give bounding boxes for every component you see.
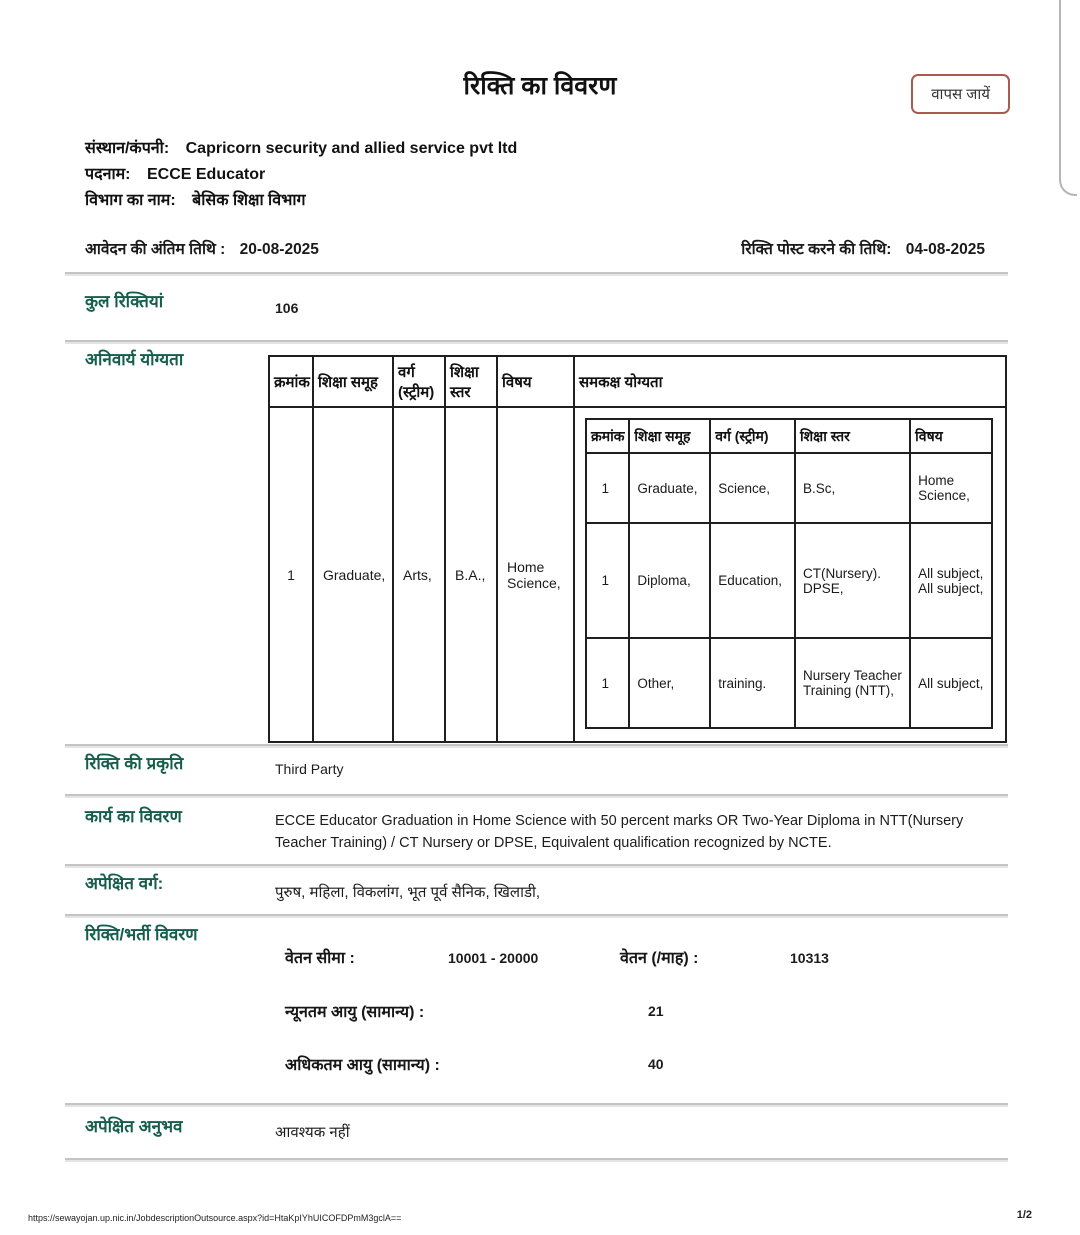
department-label: विभाग का नाम:	[85, 192, 176, 209]
mandatory-qualification-label: अनिवार्य योग्यता	[85, 350, 184, 369]
equivalent-subject: All subject,	[910, 638, 992, 728]
divider	[65, 1158, 1008, 1160]
equivalent-header-row	[586, 419, 992, 453]
equivalent-header-level: शिक्षा स्तर	[795, 419, 910, 453]
total-vacancies-label: कुल रिक्तियां	[85, 292, 164, 311]
divider	[65, 744, 1008, 746]
post-name-value: ECCE Educator	[146, 166, 266, 183]
application-last-date-value: 20-08-2025	[239, 241, 319, 258]
qualification-stream: Arts,	[393, 407, 445, 742]
equivalent-stream: Education,	[710, 523, 795, 638]
organization-info	[85, 136, 517, 214]
qualification-group: Graduate,	[313, 407, 393, 742]
salary-range-value: 10001 - 20000	[448, 950, 539, 966]
header-sno: क्रमांक	[269, 356, 313, 407]
job-description-value: ECCE Educator Graduation in Home Science with 50 percent marks OR Two-Year Diploma in NTT(Nursery Teacher Training) / CT Nursery or DPSE, Equivalent qualification recognized by NCTE.	[275, 813, 964, 851]
equivalent-header-subject: विषय	[910, 419, 992, 453]
department-row	[85, 188, 517, 214]
footer-page-number: 1/2	[1016, 1209, 1032, 1221]
page-title: रिक्ति का विवरण	[463, 72, 617, 100]
salary-per-month-value: 10313	[790, 950, 829, 966]
equivalent-qualification-table	[585, 418, 993, 729]
qualification-table-header-row	[269, 356, 1006, 407]
vacancy-nature-value: Third Party	[275, 761, 344, 777]
divider	[65, 914, 1008, 916]
back-button[interactable]: वापस जायें	[911, 74, 1010, 114]
post-name-label: पदनाम:	[85, 166, 131, 183]
equivalent-row	[586, 638, 992, 728]
application-last-date-label: आवेदन की अंतिम तिथि :	[85, 241, 226, 258]
qualification-subject: Home Science,	[497, 407, 574, 742]
divider	[65, 1103, 1008, 1105]
equivalent-group: Diploma,	[629, 523, 710, 638]
equivalent-row	[586, 453, 992, 523]
divider	[65, 864, 1008, 866]
equivalent-qualification-cell	[574, 407, 1006, 742]
equivalent-row	[586, 523, 992, 638]
equivalent-subject: Home Science,	[910, 453, 992, 523]
equivalent-level: Nursery Teacher Training (NTT),	[795, 638, 910, 728]
qualification-row	[269, 407, 1006, 742]
equivalent-group: Other,	[629, 638, 710, 728]
divider	[65, 794, 1008, 796]
equivalent-group: Graduate,	[629, 453, 710, 523]
equivalent-sno: 1	[586, 453, 629, 523]
application-last-date	[85, 237, 319, 259]
max-age-label: अधिकतम आयु (सामान्य) :	[285, 1057, 440, 1074]
organization-label: संस्थान/कंपनी:	[85, 140, 170, 157]
header-subject: विषय	[497, 356, 574, 407]
vacancy-post-date-value: 04-08-2025	[905, 241, 985, 258]
vacancy-nature-label: रिक्ति की प्रकृति	[85, 754, 184, 773]
post-name-row	[85, 162, 517, 188]
max-age-value: 40	[648, 1056, 664, 1072]
qualification-level: B.A.,	[445, 407, 497, 742]
experience-label: अपेक्षित अनुभव	[85, 1117, 183, 1136]
vacancy-post-date	[741, 237, 985, 259]
job-description-label: कार्य का विवरण	[85, 807, 182, 826]
header-stream: वर्ग (स्ट्रीम)	[393, 356, 445, 407]
equivalent-level: CT(Nursery). DPSE,	[795, 523, 910, 638]
organization-value: Capricorn security and allied service pvt ltd	[185, 140, 518, 157]
header-education-group: शिक्षा समूह	[313, 356, 393, 407]
experience-value: आवश्यक नहीं	[275, 1124, 350, 1141]
header-education-level: शिक्षा स्तर	[445, 356, 497, 407]
qualification-table	[268, 355, 1007, 743]
recruitment-details-label: रिक्ति/भर्ती विवरण	[85, 925, 198, 944]
equivalent-sno: 1	[586, 638, 629, 728]
vacancy-post-date-label: रिक्ति पोस्ट करने की तिथि:	[741, 241, 892, 258]
total-vacancies-value: 106	[275, 300, 299, 316]
qualification-sno: 1	[269, 407, 313, 742]
equivalent-stream: Science,	[710, 453, 795, 523]
equivalent-header-stream: वर्ग (स्ट्रीम)	[710, 419, 795, 453]
salary-per-month-label: वेतन (/माह) :	[620, 950, 699, 967]
salary-range-label: वेतन सीमा :	[285, 950, 355, 967]
divider	[65, 272, 1008, 274]
expected-category-value: पुरुष, महिला, विकलांग, भूत पूर्व सैनिक, खिलाडी,	[275, 884, 541, 901]
equivalent-subject: All subject, All subject,	[910, 523, 992, 638]
footer-url: https://sewayojan.up.nic.in/JobdescriptionOutsource.aspx?id=HtaKpIYhUICOFDPmM3gclA==	[28, 1213, 402, 1223]
equivalent-header-sno: क्रमांक	[586, 419, 629, 453]
equivalent-level: B.Sc,	[795, 453, 910, 523]
min-age-value: 21	[648, 1003, 664, 1019]
min-age-label: न्यूनतम आयु (सामान्य) :	[285, 1004, 425, 1021]
header-equivalent-qualification: समकक्ष योग्यता	[574, 356, 1006, 407]
equivalent-sno: 1	[586, 523, 629, 638]
organization-row	[85, 136, 517, 162]
department-value: बेसिक शिक्षा विभाग	[192, 192, 306, 209]
expected-category-label: अपेक्षित वर्ग:	[85, 874, 164, 893]
equivalent-header-group: शिक्षा समूह	[629, 419, 710, 453]
equivalent-stream: training.	[710, 638, 795, 728]
divider	[65, 340, 1008, 342]
